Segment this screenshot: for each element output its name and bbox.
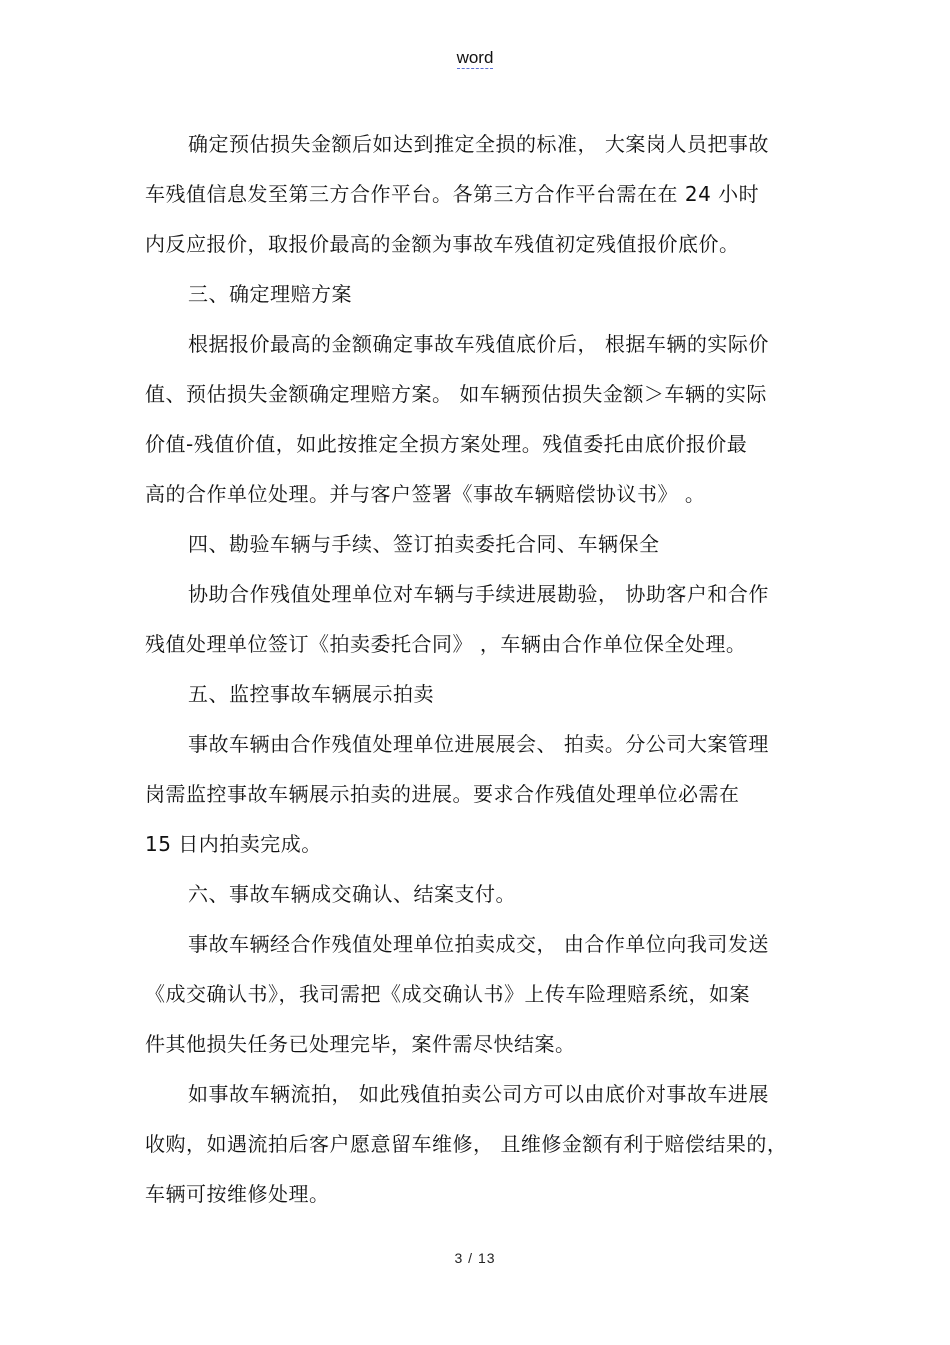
body-line: 确定预估损失金额后如达到推定全损的标准， 大案岗人员把事故 [188, 132, 769, 156]
section-heading: 四、勘验车辆与手续、签订拍卖委托合同、车辆保全 [188, 532, 660, 556]
body-line: 如事故车辆流拍， 如此残值拍卖公司方可以由底价对事故车进展 [188, 1082, 769, 1106]
body-line: 件其他损失任务已处理完毕，案件需尽快结案。 [145, 1032, 576, 1056]
section-heading: 三、确定理赔方案 [188, 282, 352, 306]
body-line: 根据报价最高的金额确定事故车残值底价后， 根据车辆的实际价 [188, 332, 769, 356]
body-line: 高的合作单位处理。并与客户签署《事故车辆赔偿协议书》 。 [145, 482, 706, 506]
section-heading: 六、事故车辆成交确认、结案支付。 [188, 882, 516, 906]
body-line: 岗需监控事故车辆展示拍卖的进展。要求合作残值处理单位必需在 [145, 782, 740, 806]
header-title: word [456, 48, 494, 67]
body-line: 收购，如遇流拍后客户愿意留车维修， 且维修金额有利于赔偿结果的， [145, 1132, 788, 1156]
body-line: 《成交确认书》，我司需把《成交确认书》上传车险理赔系统，如案 [145, 982, 750, 1006]
body-line: 价值-残值价值，如此按推定全损方案处理。残值委托由底价报价最 [145, 432, 748, 456]
page-number: 3 / 13 [454, 1250, 496, 1266]
body-line: 事故车辆经合作残值处理单位拍卖成交， 由合作单位向我司发送 [188, 932, 769, 956]
body-line: 协助合作残值处理单位对车辆与手续进展勘验， 协助客户和合作 [188, 582, 769, 606]
body-line: 事故车辆由合作残值处理单位进展展会、 拍卖。分公司大案管理 [188, 732, 769, 756]
document-header [0, 48, 950, 68]
body-line: 车辆可按维修处理。 [145, 1182, 330, 1206]
section-heading: 五、监控事故车辆展示拍卖 [188, 682, 434, 706]
body-line: 15 日内拍卖完成。 [145, 832, 322, 856]
body-line: 内反应报价，取报价最高的金额为事故车残值初定残值报价底价。 [145, 232, 740, 256]
body-line: 残值处理单位签订《拍卖委托合同》 ，车辆由合作单位保全处理。 [145, 632, 747, 656]
body-line: 值、预估损失金额确定理赔方案。 如车辆预估损失金额＞车辆的实际 [145, 382, 767, 406]
body-line: 车残值信息发至第三方合作平台。各第三方合作平台需在在 24 小时 [145, 182, 760, 206]
